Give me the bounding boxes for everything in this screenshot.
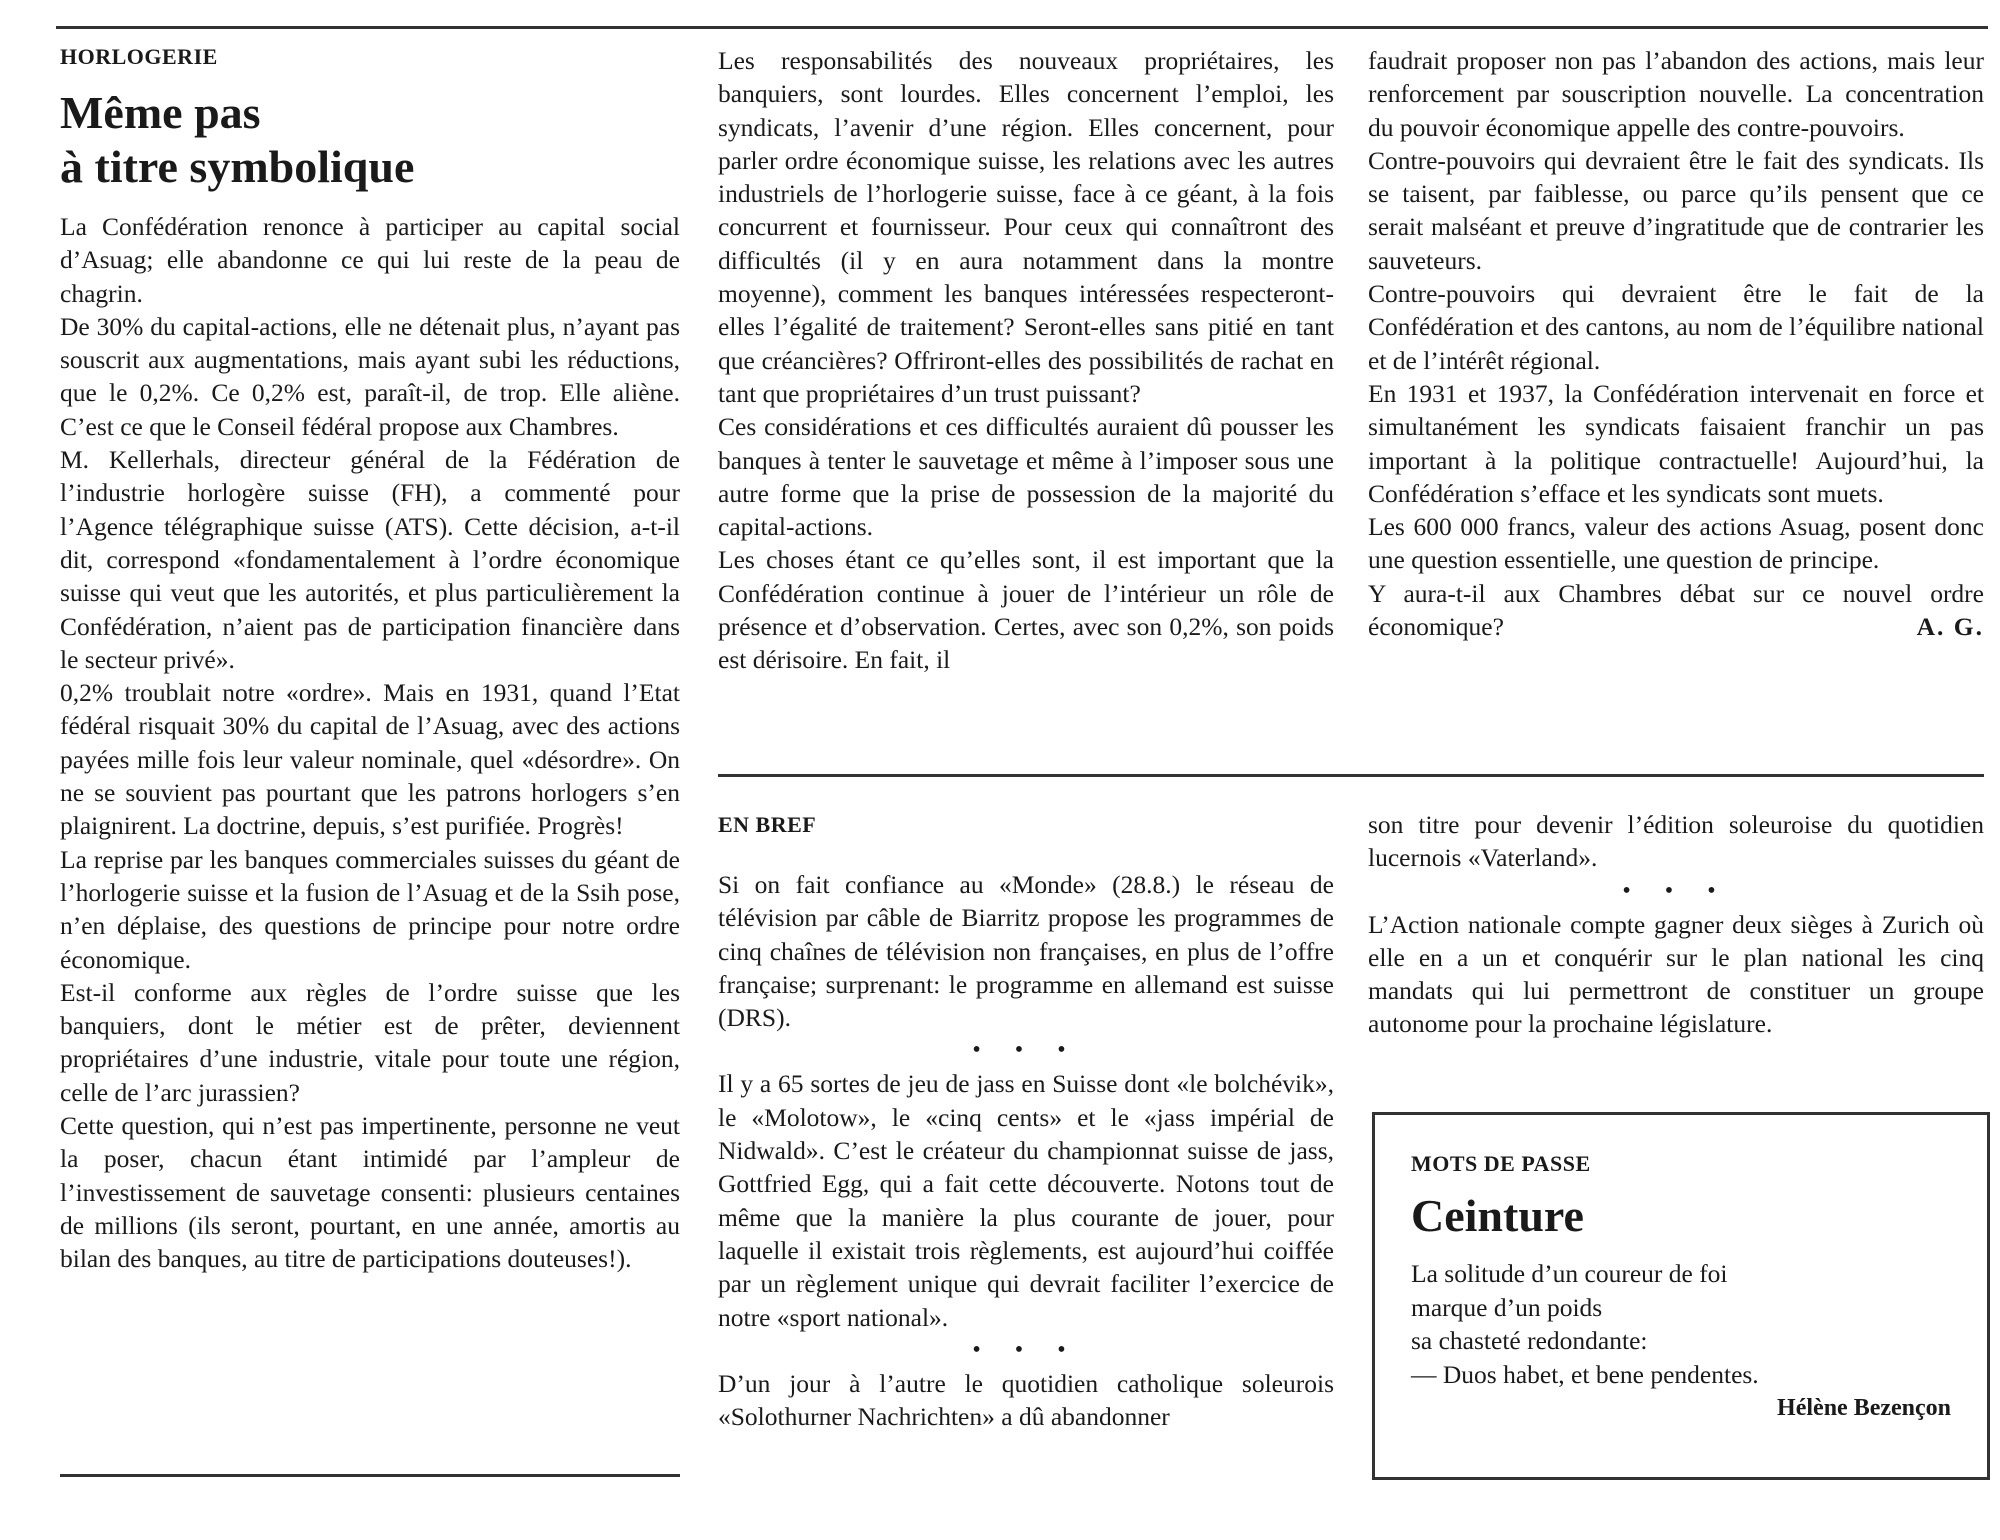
column-3 <box>1368 44 1984 644</box>
brief-separator: • • • <box>1622 877 1730 904</box>
article-paragraph: Les 600 000 francs, valeur des actions Asuag, posent donc une question essentielle, une question de principe. <box>1368 512 1984 575</box>
brief-separator: • • • <box>972 1336 1080 1363</box>
article-paragraph: Est-il conforme aux règles de l’ordre suisse que les banquiers, dont le métier est de prêter, deviennent propriétaires d’une industrie, vitale pour toute une région, celle de l’arc jurassien? <box>60 977 680 1107</box>
mots-de-passe-kicker: MOTS DE PASSE <box>1411 1151 1591 1176</box>
poem-title: Ceinture <box>1411 1190 1584 1241</box>
article-signature: A. G. <box>1916 612 1984 642</box>
brief-item: son titre pour devenir l’édition soleuroise du quotidien lucernois «Vaterland». <box>1368 810 1984 873</box>
column-1 <box>60 44 680 1276</box>
poem-line: sa chasteté redondante: <box>1411 1326 1648 1355</box>
article-paragraph: Les responsabilités des nouveaux propriétaires, les banquiers, sont lourdes. Elles concernent l’emploi, les syndicats, l’avenir d’une région. Elles concernent, pour parler ordre économique suisse, les relations avec les autres industriels de l’horlogerie suisse, face à ce géant, à la fois concurrent et fournisseur. Pour ceux qui connaîtront des difficultés (il y en aura notamment dans la montre moyenne), comment les banques intéressées respecteront-elles l’égalité de traitement? Seront-elles sans pitié en tant que créancières? Offriront-elles des possibilités de rachat en tant que propriétaires d’un trust puissant? <box>718 46 1334 408</box>
top-rule <box>56 26 1988 29</box>
column-2 <box>718 44 1334 677</box>
article-paragraph: La reprise par les banques commerciales suisses du géant de l’horlogerie suisse et la fusion de l’Asuag et de la Ssih pose, n’en déplaise, des questions de principe pour notre ordre économique. <box>60 844 680 974</box>
article-kicker: HORLOGERIE <box>60 44 218 69</box>
article-paragraph: M. Kellerhals, directeur général de la Fédération de l’industrie horlogère suisse (FH), a commenté pour l’Agence télégraphique suisse (ATS). Cette décision, a-t-il dit, correspond «fondamentalement à l’ordre économique suisse qui veut que les autorités, et plus particulièrement la Confédération, n’aient pas de participation financière dans le secteur privé». <box>60 445 680 674</box>
closing-text: Y aura-t-il aux Chambres débat sur ce nouvel ordre économique? <box>1368 578 1984 642</box>
closing-line <box>1368 577 1984 644</box>
brief-item: Il y a 65 sortes de jeu de jass en Suisse dont «le bolchévik», le «Molotow», le «cinq cents» et le «jass impérial de Nidwald». C’est le créateur du championnat suisse de jass, Gottfried Egg, qui a fait cette découverte. Notons tout de même que la manière la plus courante de jouer, pour laquelle il existait trois règlements, est aujourd’hui coiffée par un règlement unique qui devrait faciliter l’exercice de notre «sport national». <box>718 1069 1334 1332</box>
brief-item: L’Action nationale compte gagner deux sièges à Zurich où elle en a un et conquérir sur le plan national les cinq mandats qui lui permettront de constituer un groupe autonome pour la prochaine législature. <box>1368 909 1984 1039</box>
poem-line: marque d’un poids <box>1411 1292 1603 1322</box>
article-paragraph: 0,2% troublait notre «ordre». Mais en 1931, quand l’Etat fédéral risquait 30% du capital de l’Asuag, avec des actions payées mille fois leur valeur nominale, quel «désordre». On ne se souvient pas pourtant que les patrons horlogers s’en plaignirent. La doctrine, depuis, s’est purifiée. Progrès! <box>60 678 680 841</box>
en-bref-kicker: EN BREF <box>718 812 817 837</box>
article-paragraph: La Confédération renonce à participer au capital social d’Asuag; elle abandonne ce qui lui reste de la peau de chagrin. <box>60 212 680 308</box>
brief-separator: • • • <box>972 1037 1080 1064</box>
article-paragraph: Cette question, qui n’est pas impertinente, personne ne veut la poser, chacun étant intimidé par l’ampleur de l’investissement de sauvetage consenti: plusieurs centaines de millions (ils seront, pourtant, en une année, amortis au bilan des banques, au titre de participations douteuses!). <box>60 1111 680 1274</box>
column-1-bottom-rule <box>60 1474 680 1477</box>
en-bref-column-2 <box>718 812 1334 1433</box>
article-closing-paragraph <box>1368 577 1984 644</box>
poem-author: Hélène Bezençon <box>1777 1395 1951 1421</box>
mots-de-passe-content <box>1411 1151 1951 1425</box>
article-title-line-1: Même pas <box>60 87 261 138</box>
article-title-line-2: à titre symbolique <box>60 141 415 192</box>
brief-item: D’un jour à l’autre le quotidien catholique soleurois «Solothurner Nachrichten» a dû abandonner <box>718 1368 1334 1432</box>
brief-item: Si on fait confiance au «Monde» (28.8.) le réseau de télévision par câble de Biarritz propose les programmes de cinq chaînes de télévision non françaises, en plus de l’offre française; surprenant: le programme en allemand est suisse (DRS). <box>718 870 1334 1033</box>
mots-de-passe-box <box>1372 1112 1990 1480</box>
article-paragraph: Contre-pouvoirs qui devraient être le fait de la Confédération et des cantons, au nom de l’équilibre national et de l’intérêt régional. <box>1368 279 1984 375</box>
poem-line: — Duos habet, et bene pendentes. <box>1411 1359 1759 1389</box>
article-paragraph: faudrait proposer non pas l’abandon des actions, mais leur renforcement par souscription nouvelle. La concentration du pouvoir économique appelle des contre-pouvoirs. <box>1368 46 1984 142</box>
article-title <box>60 86 680 194</box>
article-paragraph: Ces considérations et ces difficultés auraient dû pousser les banques à tenter le sauvetage et même à l’imposer sous une autre forme que la prise de possession de la majorité du capital-actions. <box>718 412 1334 542</box>
section-rule <box>718 774 1984 777</box>
article-paragraph: De 30% du capital-actions, elle ne détenait plus, n’ayant pas souscrit aux augmentations, mais ayant subi les réductions, que le 0,2%. Ce 0,2% est, paraît-il, de trop. Elle aliène. C’est ce que le Conseil fédéral propose aux Chambres. <box>60 311 680 441</box>
poem-line: La solitude d’un coureur de foi <box>1411 1259 1728 1288</box>
article-paragraph: Les choses étant ce qu’elles sont, il est important que la Confédération continue à jouer de l’intérieur un rôle de présence et d’observation. Certes, avec son 0,2%, son poids est dérisoire. En fait, il <box>718 545 1334 675</box>
en-bref-column-3 <box>1368 808 1984 1041</box>
article-paragraph: En 1931 et 1937, la Confédération intervenait en force et simultanément les syndicats faisaient franchir un pas important à la politique contractuelle! Aujourd’hui, la Confédération s’efface et les syndicats sont muets. <box>1368 378 1984 508</box>
article-paragraph: Contre-pouvoirs qui devraient être le fait des syndicats. Ils se taisent, par faiblesse, ou parce qu’ils pensent que ce serait malséant et preuve d’ingratitude que de contrarier les sauveteurs. <box>1368 145 1984 275</box>
